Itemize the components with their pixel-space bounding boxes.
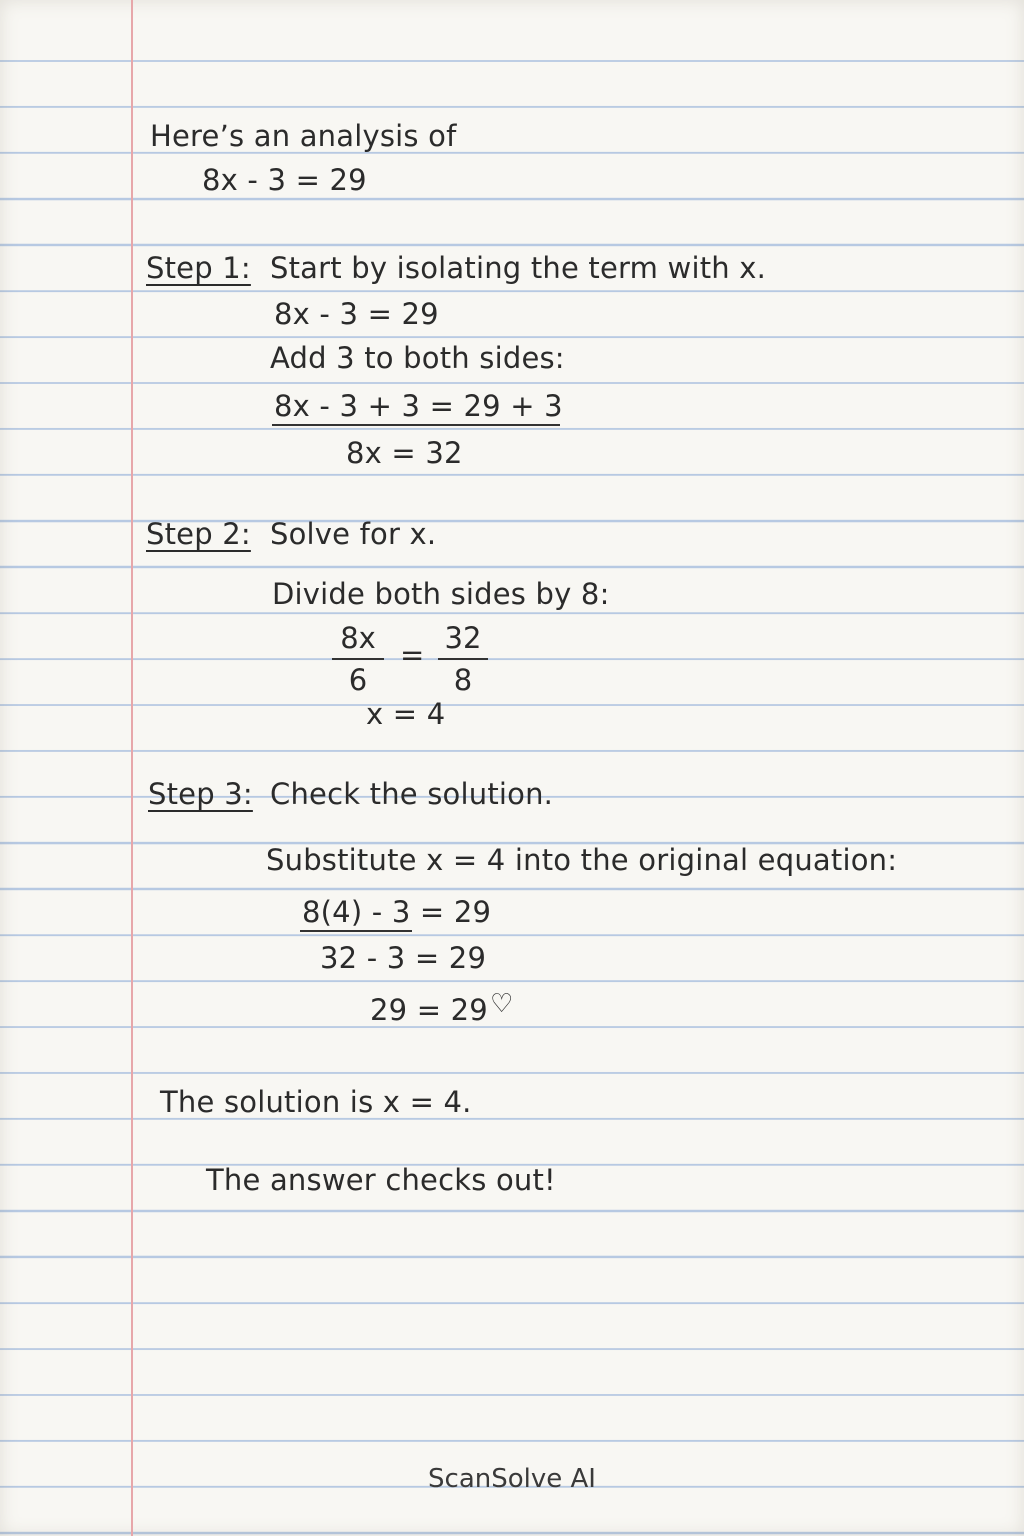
step1-rule	[272, 424, 560, 426]
step2-left-fraction	[332, 620, 384, 698]
step2-equals: =	[400, 638, 425, 672]
step1-equation-2: 8x - 3 + 3 = 29 + 3	[274, 389, 563, 423]
step3-equation-1: 8(4) - 3 = 29	[302, 895, 492, 929]
step3-title: Check the solution.	[270, 777, 554, 811]
right-numerator: 32	[444, 621, 482, 655]
left-numerator: 8x	[340, 621, 376, 655]
solution-statement: The solution is x = 4.	[160, 1085, 472, 1119]
step3-instruction: Substitute x = 4 into the original equation:	[266, 843, 898, 877]
step2-label: Step 2:	[146, 517, 251, 551]
step3-equation-2: 32 - 3 = 29	[320, 941, 487, 975]
step1-label: Step 1:	[146, 251, 251, 285]
step3-label: Step 3:	[148, 777, 253, 811]
step1-instruction: Add 3 to both sides:	[270, 341, 565, 375]
step2-instruction: Divide both sides by 8:	[272, 577, 610, 611]
right-fraction-bar	[438, 658, 488, 660]
margin-line	[131, 0, 133, 1536]
step3-rule	[300, 930, 412, 932]
answer-check-note: The answer checks out!	[206, 1163, 556, 1197]
step1-title: Start by isolating the term with x.	[270, 251, 767, 285]
step2-right-fraction	[438, 620, 488, 698]
intro-text: Here’s an analysis of	[150, 119, 457, 153]
step1-equation-3: 8x = 32	[346, 436, 463, 470]
step1-equation-1: 8x - 3 = 29	[274, 297, 439, 331]
step3-equation-3-row	[370, 989, 514, 1030]
step3-equation-3: 29 = 29	[370, 993, 488, 1027]
check-mark-icon: ♡	[489, 989, 514, 1019]
left-denominator: 6	[348, 663, 368, 697]
intro-equation: 8x - 3 = 29	[202, 163, 367, 197]
step2-title: Solve for x.	[270, 517, 437, 551]
step2-result: x = 4	[366, 697, 446, 731]
left-fraction-bar	[332, 658, 384, 660]
brand-footer: ScanSolve AI	[428, 1464, 596, 1494]
right-denominator: 8	[453, 663, 473, 697]
